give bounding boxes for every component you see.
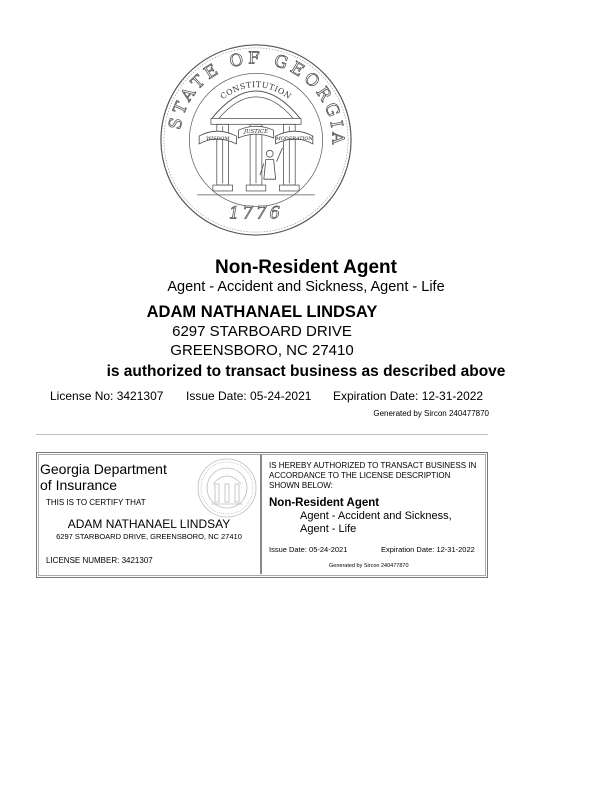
card-loa-line-1: Agent - Accident and Sickness, — [300, 510, 452, 522]
address-line-2: GREENSBORO, NC 27410 — [170, 342, 354, 359]
card-authorization-text: IS HEREBY AUTHORIZED TO TRANSACT BUSINESS IN ACCORDANCE TO THE LICENSE DESCRIPTION SHOWN BELOW: — [269, 461, 477, 490]
svg-text:STATE OF GEORGIA: STATE OF GEORGIA — [165, 48, 348, 149]
svg-text:CONSTITUTION: CONSTITUTION — [218, 80, 294, 102]
issue-date: Issue Date: 05-24-2021 — [186, 389, 312, 403]
licensee-address — [0, 322, 524, 360]
lines-of-authority: Agent - Accident and Sickness, Agent - Life — [167, 279, 445, 295]
department-line-1: Georgia Department — [40, 461, 167, 477]
svg-text:1776: 1776 — [228, 203, 284, 223]
card-licensee-name: ADAM NATHANAEL LINDSAY — [67, 517, 231, 531]
svg-text:JUSTICE: JUSTICE — [243, 129, 269, 136]
licensee-name: ADAM NATHANAEL LINDSAY — [146, 303, 378, 321]
expiration-date: Expiration Date: 12-31-2022 — [333, 389, 484, 403]
card-expiration-date: Expiration Date: 12-31-2022 — [381, 545, 475, 554]
card-lines-of-authority — [300, 510, 452, 536]
card-loa-line-2: Agent - Life — [300, 523, 357, 535]
card-license-type: Non-Resident Agent — [269, 497, 380, 509]
address-line-1: 6297 STARBOARD DRIVE — [172, 323, 352, 340]
wallet-card-divider — [260, 454, 262, 574]
card-license-number: LICENSE NUMBER: 3421307 — [46, 556, 153, 565]
card-issue-date: Issue Date: 05-24-2021 — [269, 545, 348, 554]
svg-text:WISDOM: WISDOM — [206, 136, 230, 142]
license-type-title: Non-Resident Agent — [215, 257, 397, 278]
cut-line-divider — [36, 434, 488, 435]
department-line-2: of Insurance — [40, 477, 118, 493]
authorization-statement: is authorized to transact business as described above — [106, 363, 506, 380]
department-name — [40, 461, 167, 493]
generated-by-note: Generated by Sircon 240477870 — [373, 409, 489, 418]
card-licensee-address: 6297 STARBOARD DRIVE, GREENSBORO, NC 27410 — [56, 532, 242, 541]
svg-text:MODERATION: MODERATION — [275, 136, 313, 142]
small-state-seal-icon — [197, 458, 257, 518]
georgia-state-seal — [158, 40, 354, 240]
license-number: License No: 3421307 — [50, 389, 164, 403]
certify-text: THIS IS TO CERTIFY THAT — [46, 498, 146, 507]
card-generated-by-note: Generated by Sircon 240477870 — [329, 563, 409, 569]
